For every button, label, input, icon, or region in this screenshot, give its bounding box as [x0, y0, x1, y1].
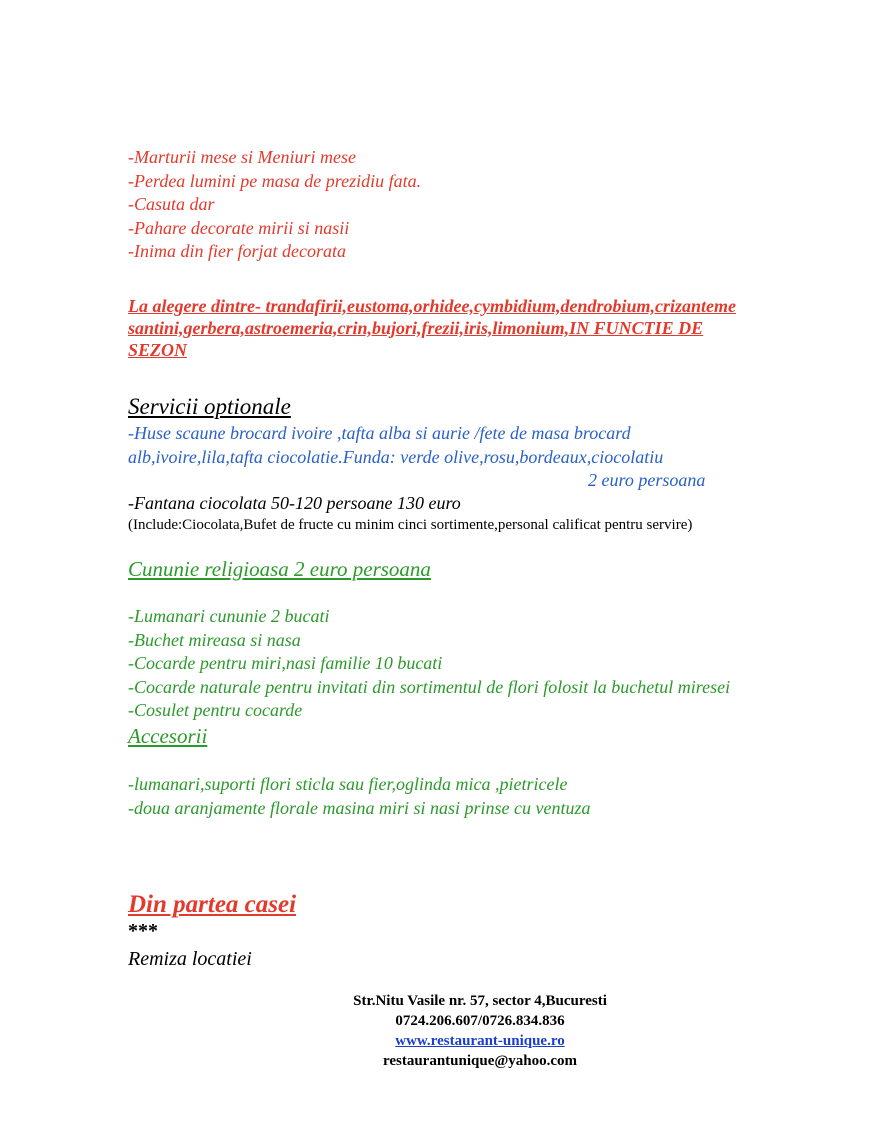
flowers-choice	[128, 295, 736, 361]
decor-item: -Perdea lumini pe masa de prezidiu fata.	[128, 170, 422, 191]
accesorii-item: -doua aranjamente florale masina miri si nasi prinse cu ventuza	[128, 797, 591, 818]
cununie-item: -Lumanari cununie 2 bucati	[128, 606, 330, 626]
footer-address: Str.Nitu Vasile nr. 57, sector 4,Bucuresti	[353, 993, 607, 1009]
cununie-item: -Cocarde naturale pentru invitati din sortimentul de flori folosit la buchetul miresei	[128, 676, 731, 697]
huse-line: alb,ivoire,lila,tafta ciocolatie.Funda: verde olive,rosu,bordeaux,ciocolatiu	[128, 446, 664, 467]
footer-email: restaurantunique@yahoo.com	[382, 1053, 578, 1069]
cununie-title: Cununie religioasa 2 euro persoana	[128, 557, 431, 581]
decor-item: -Marturii mese si Meniuri mese	[128, 147, 356, 167]
accesorii-title: Accesorii	[128, 724, 208, 748]
cununie-item: -Cosulet pentru cocarde	[128, 700, 303, 720]
decor-item: -Casuta dar	[128, 194, 215, 214]
footer-phones: 0724.206.607/0726.834.836	[395, 1013, 565, 1029]
optional-services-title: Servicii optionale	[128, 394, 291, 419]
fantana-note: (Include:Ciocolata,Bufet de fructe cu minim cinci sortimente,personal calificat pentru servire)	[128, 517, 693, 533]
flowers-line: SEZON	[128, 340, 188, 360]
remiza-locatiei: Remiza locatiei	[128, 948, 252, 970]
casa-stars: ***	[128, 920, 158, 942]
footer	[0, 991, 870, 1071]
footer-website-link[interactable]: www.restaurant-unique.ro	[395, 1033, 565, 1049]
flowers-line: La alegere dintre- trandafirii,eustoma,orhidee,cymbidium,dendrobium,crizanteme	[128, 296, 736, 316]
decor-item: -Pahare decorate mirii si nasii	[128, 217, 350, 238]
huse-line: -Huse scaune brocard ivoire ,tafta alba si aurie /fete de masa brocard	[128, 423, 631, 443]
cununie-list	[128, 605, 730, 723]
accesorii-item: -lumanari,suporti flori sticla sau fier,oglinda mica ,pietricele	[128, 774, 568, 794]
casa-title: Din partea casei	[128, 891, 297, 918]
huse-description	[128, 422, 663, 469]
accesorii-list	[128, 773, 590, 820]
huse-price: 2 euro persoana	[588, 470, 706, 490]
cununie-item: -Buchet mireasa si nasa	[128, 629, 301, 650]
decor-list	[128, 146, 421, 264]
cununie-item: -Cocarde pentru miri,nasi familie 10 bucati	[128, 653, 443, 673]
flowers-line: santini,gerbera,astroemeria,crin,bujori,frezii,iris,limonium,IN FUNCTIE DE	[128, 318, 704, 338]
decor-item: -Inima din fier forjat decorata	[128, 241, 346, 261]
fantana-ciocolata: -Fantana ciocolata 50-120 persoane 130 euro	[128, 493, 461, 513]
